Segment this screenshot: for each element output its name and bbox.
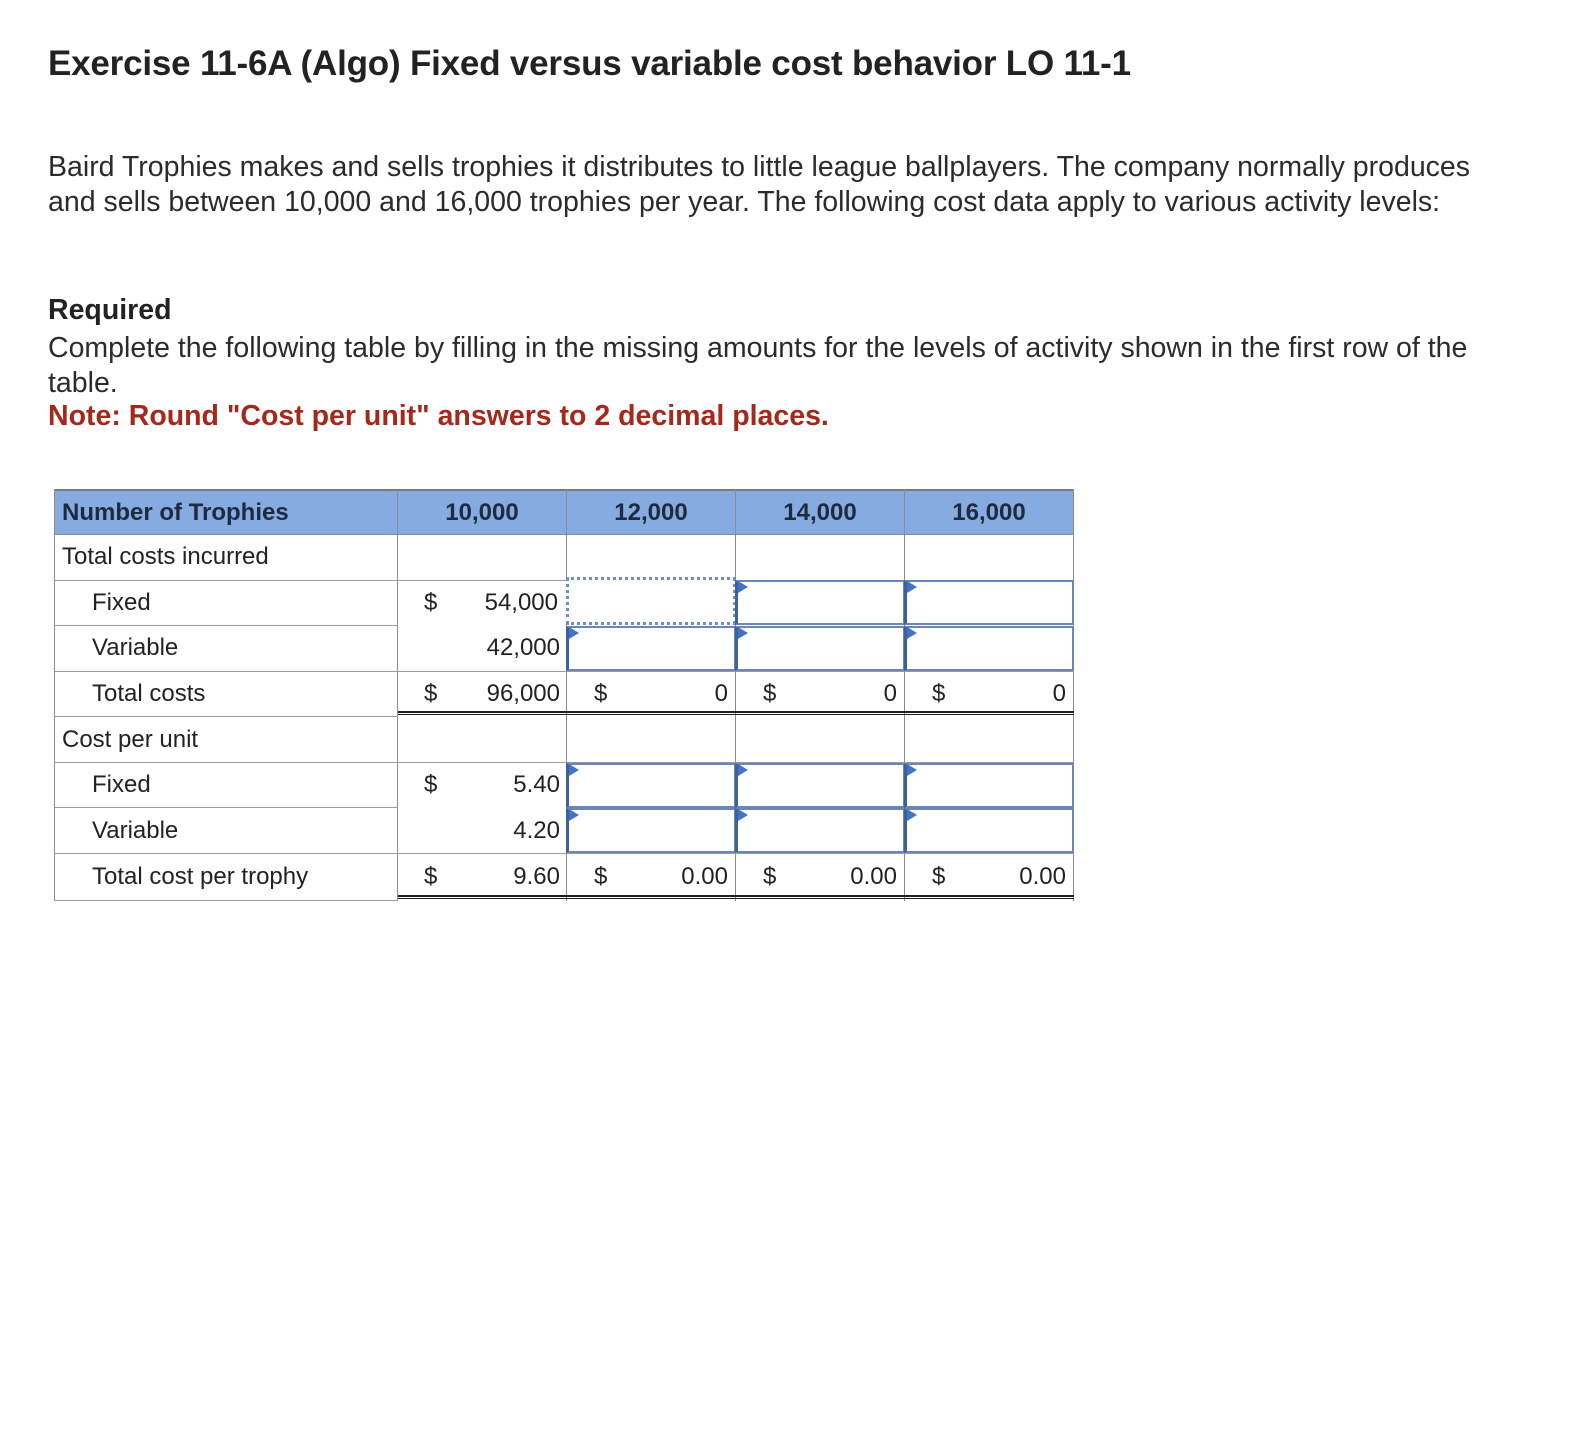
per-trophy-cost-12000: 0.00 xyxy=(681,863,728,890)
per-trophy-cost-10000: 9.60 xyxy=(513,863,560,890)
total-cost-12000: 0 xyxy=(714,680,728,707)
variable-cost-16000-input[interactable] xyxy=(904,626,1074,671)
fixed-cost-10000: 54,000 xyxy=(484,589,558,616)
required-heading: Required xyxy=(48,294,172,326)
total-underline xyxy=(398,711,1074,715)
row-label-variable: Variable xyxy=(92,634,179,661)
input-marker-icon xyxy=(569,764,579,776)
currency-symbol: $ xyxy=(763,680,777,707)
unit-fixed-cost-16000-input[interactable] xyxy=(904,763,1074,808)
input-marker-icon xyxy=(738,809,748,821)
input-marker-icon xyxy=(907,581,917,593)
input-marker-icon xyxy=(738,764,748,776)
input-marker-icon xyxy=(907,809,917,821)
fixed-cost-16000-input[interactable] xyxy=(904,580,1074,625)
variable-cost-10000: 42,000 xyxy=(486,634,560,661)
currency-symbol: $ xyxy=(594,680,608,707)
grid-line xyxy=(54,625,398,626)
grid-line xyxy=(54,807,398,808)
currency-symbol: $ xyxy=(932,680,946,707)
row-label-total-costs: Total costs xyxy=(92,680,206,707)
per-trophy-cost-14000: 0.00 xyxy=(850,863,897,890)
total-cost-14000: 0 xyxy=(883,680,897,707)
currency-symbol: $ xyxy=(424,771,438,798)
unit-variable-cost-10000: 4.20 xyxy=(513,817,560,844)
rounding-note: Note: Round "Cost per unit" answers to 2 decimal places. xyxy=(48,400,829,432)
row-label-total-cost-per-trophy: Total cost per trophy xyxy=(92,863,309,890)
currency-symbol: $ xyxy=(424,589,438,616)
total-cost-10000: 96,000 xyxy=(486,680,560,707)
grid-line xyxy=(54,853,1074,854)
input-marker-icon xyxy=(569,809,579,821)
variable-cost-14000-input[interactable] xyxy=(735,626,905,671)
input-marker-icon xyxy=(738,581,748,593)
input-marker-icon xyxy=(907,764,917,776)
header-level-12000: 12,000 xyxy=(614,499,688,526)
total-underline xyxy=(398,895,1074,899)
input-marker-icon xyxy=(907,627,917,639)
currency-symbol: $ xyxy=(424,863,438,890)
unit-variable-cost-14000-input[interactable] xyxy=(735,808,905,853)
unit-fixed-cost-14000-input[interactable] xyxy=(735,763,905,808)
problem-description: Baird Trophies makes and sells trophies it distributes to little league ballplayers. The company normally produces and sells between 10,000 and 16,000 trophies per year. The following cost data apply to various activity levels: xyxy=(48,151,1471,218)
fixed-cost-12000-input[interactable] xyxy=(566,577,736,625)
grid-line xyxy=(54,489,55,901)
input-marker-icon xyxy=(738,627,748,639)
section-cost-per-unit: Cost per unit xyxy=(62,726,199,753)
header-level-10000: 10,000 xyxy=(445,499,519,526)
cost-behavior-table xyxy=(54,489,1074,901)
unit-fixed-cost-12000-input[interactable] xyxy=(566,763,736,808)
currency-symbol: $ xyxy=(424,680,438,707)
grid-line xyxy=(54,900,398,901)
row-label-unit-variable: Variable xyxy=(92,817,179,844)
row-label-fixed: Fixed xyxy=(92,589,151,616)
currency-symbol: $ xyxy=(594,863,608,890)
exercise-title: Exercise 11-6A (Algo) Fixed versus variable cost behavior LO 11-1 xyxy=(48,44,1131,83)
unit-variable-cost-16000-input[interactable] xyxy=(904,808,1074,853)
row-label-unit-fixed: Fixed xyxy=(92,771,151,798)
currency-symbol: $ xyxy=(763,863,777,890)
per-trophy-cost-16000: 0.00 xyxy=(1019,863,1066,890)
fixed-cost-14000-input[interactable] xyxy=(735,580,905,625)
grid-line xyxy=(54,716,398,717)
unit-variable-cost-12000-input[interactable] xyxy=(566,808,736,853)
header-number-of-trophies: Number of Trophies xyxy=(62,499,289,526)
total-cost-16000: 0 xyxy=(1052,680,1066,707)
header-level-14000: 14,000 xyxy=(783,499,857,526)
grid-line xyxy=(397,489,398,901)
header-level-16000: 16,000 xyxy=(952,499,1026,526)
input-marker-icon xyxy=(569,627,579,639)
section-total-costs-incurred: Total costs incurred xyxy=(62,543,269,570)
grid-line xyxy=(54,671,1074,672)
variable-cost-12000-input[interactable] xyxy=(566,626,736,671)
required-instructions: Complete the following table by filling in the missing amounts for the levels of activity shown in the first row of the table. xyxy=(48,332,1468,399)
currency-symbol: $ xyxy=(932,863,946,890)
unit-fixed-cost-10000: 5.40 xyxy=(513,771,560,798)
